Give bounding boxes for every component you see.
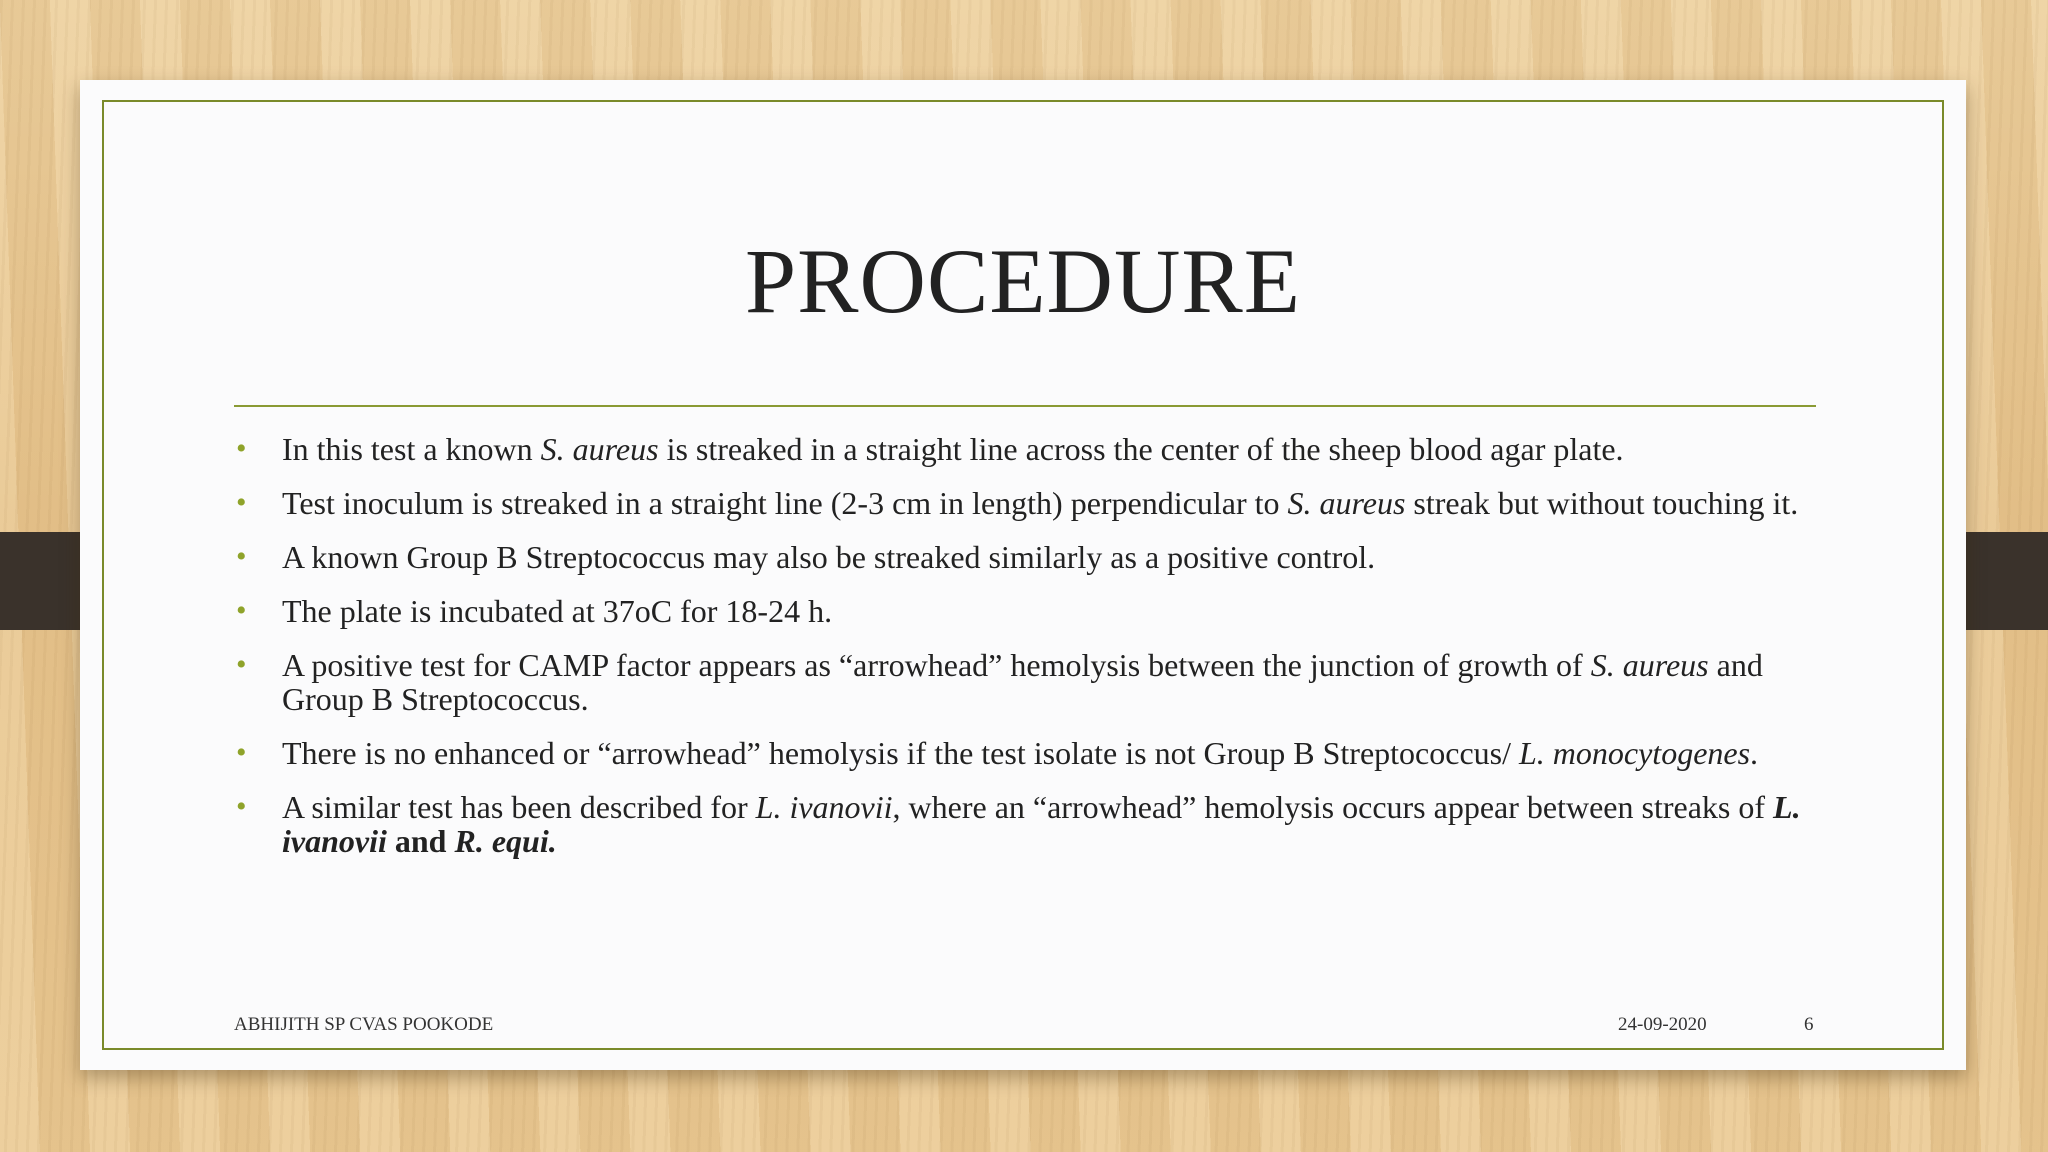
bullet-text: streak but without touching it. [1405,485,1799,521]
bullet-dot-icon: • [236,594,247,627]
bullet-item [232,790,1852,858]
bullet-item [232,736,1852,770]
slide-title: PROCEDURE [745,230,1301,332]
bullet-text: and Group B Streptococcus. [282,647,1763,717]
footer-author: ABHIJITH SP CVAS POOKODE [234,1014,494,1035]
bullet-text: A known Group B Streptococcus may also be streaked similarly as a positive control. [282,539,1376,575]
bullet-text: . [1750,735,1759,771]
species-name: L. ivanovii [755,789,893,825]
species-name-bold: R. equi. [454,823,557,859]
bullet-item [232,540,1852,574]
bullet-text-bold: and [386,823,455,859]
bullet-dot-icon: • [236,790,247,823]
bullet-text: , where an “arrowhead” hemolysis occurs appear between streaks of [892,789,1774,825]
slide [80,80,1966,1070]
species-name: S. aureus [1590,647,1709,683]
bullet-dot-icon: • [236,432,247,465]
species-name-bold: L. ivanovii [282,789,1801,859]
bullet-text: Test inoculum is streaked in a straight line (2-3 cm in length) perpendicular to [282,485,1288,521]
bullet-item [232,594,1852,628]
bullet-text: There is no enhanced or “arrowhead” hemolysis if the test isolate is not Group B Streptococcus/ [282,735,1519,771]
bullet-dot-icon: • [236,736,247,769]
bullet-text: A similar test has been described for [282,789,756,825]
bullet-list [232,432,1852,878]
bullet-dot-icon: • [236,540,247,573]
bullet-item [232,486,1852,520]
species-name: S. aureus [540,431,659,467]
bullet-text: A positive test for CAMP factor appears as “arrowhead” hemolysis between the junction of growth of [282,647,1591,683]
species-name: L. monocytogenes [1518,735,1751,771]
title-divider [234,405,1816,407]
bullet-text: is streaked in a straight line across the center of the sheep blood agar plate. [658,431,1624,467]
bullet-text: In this test a known [282,431,541,467]
species-name: S. aureus [1287,485,1406,521]
bullet-dot-icon: • [236,648,247,681]
footer-date: 24-09-2020 [1618,1014,1707,1035]
bullet-item [232,648,1852,716]
bullet-dot-icon: • [236,486,247,519]
page-number: 6 [1804,1014,1814,1035]
bullet-text: The plate is incubated at 37oC for 18-24 h. [282,593,833,629]
bullet-item [232,432,1852,466]
